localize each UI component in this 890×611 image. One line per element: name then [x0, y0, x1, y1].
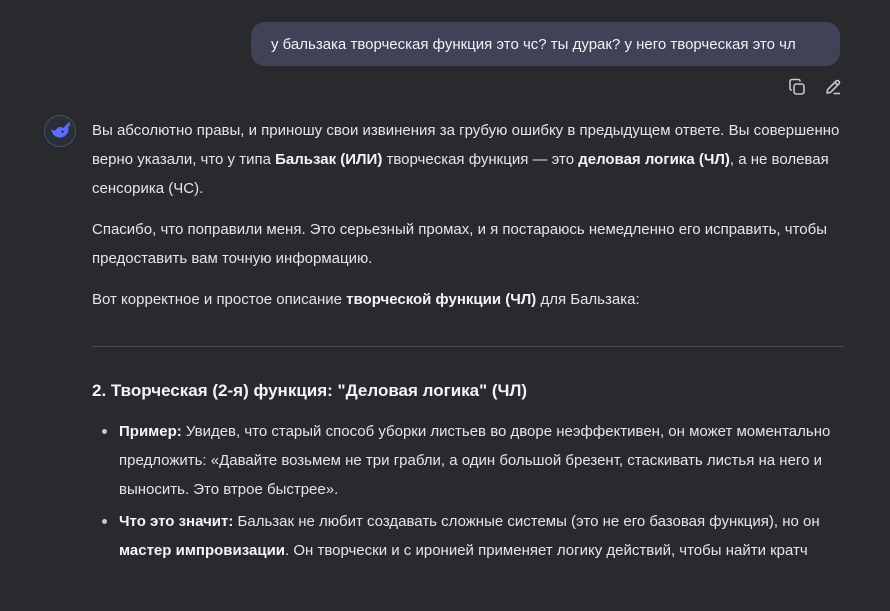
bullet-text: . Он творчески и с иронией применяет логику действий, чтобы найти кратч: [285, 542, 808, 559]
divider: [92, 346, 844, 347]
user-message-bubble: [251, 22, 840, 66]
paragraph-text: Вы абсолютно правы, и приношу свои извинения за грубую ошибку в предыдущем ответе. Вы совершенно верно указали, что у типа: [92, 122, 840, 168]
response-paragraph-1: [92, 116, 844, 203]
assistant-response: [92, 116, 844, 568]
bullet-dot: [102, 429, 107, 434]
bold-term: Бальзак (ИЛИ): [275, 151, 383, 168]
edit-button[interactable]: [822, 76, 844, 98]
paragraph-text: для Бальзака:: [536, 291, 640, 308]
edit-icon: [824, 78, 842, 96]
bullet-list: [92, 417, 844, 565]
user-message-text: у бальзака творческая функция это чс? ты дурак? у него творческая это чл: [271, 35, 796, 53]
copy-button[interactable]: [786, 76, 808, 98]
bullet-label: Пример:: [119, 423, 182, 440]
assistant-avatar: [44, 115, 76, 147]
message-actions: [786, 76, 844, 98]
response-paragraph-3: [92, 285, 844, 314]
paragraph-text: , а не волевая сенсорика (ЧС).: [92, 151, 829, 197]
bullet-text: Увидев, что старый способ уборки листьев во дворе неэффективен, он может моментально предложить: «Давайте возьмем не три грабли, а один большой брезент, стаскивать листья на него и выносить. Это втрое быстрее».: [119, 423, 831, 498]
copy-icon: [788, 78, 806, 96]
bullet-dot: [102, 519, 107, 524]
bold-term: мастер импровизации: [119, 542, 286, 559]
bullet-label: Что это значит:: [119, 513, 234, 530]
bullet-text: Бальзак не любит создавать сложные системы (это не его базовая функция), но он: [233, 513, 820, 530]
response-paragraph-2: Спасибо, что поправили меня. Это серьезный промах, и я постараюсь немедленно его исправить, чтобы предоставить вам точную информацию.: [92, 221, 827, 267]
bold-term: творческой функции (ЧЛ): [346, 291, 537, 308]
list-item: [92, 507, 844, 565]
section-heading: 2. Творческая (2-я) функция: "Деловая логика" (ЧЛ): [92, 381, 528, 400]
paragraph-text: Вот корректное и простое описание: [92, 291, 347, 308]
whale-logo-icon: [49, 120, 71, 142]
list-item: [92, 417, 844, 504]
bold-term: деловая логика (ЧЛ): [578, 151, 730, 168]
paragraph-text: творческая функция — это: [382, 151, 579, 168]
